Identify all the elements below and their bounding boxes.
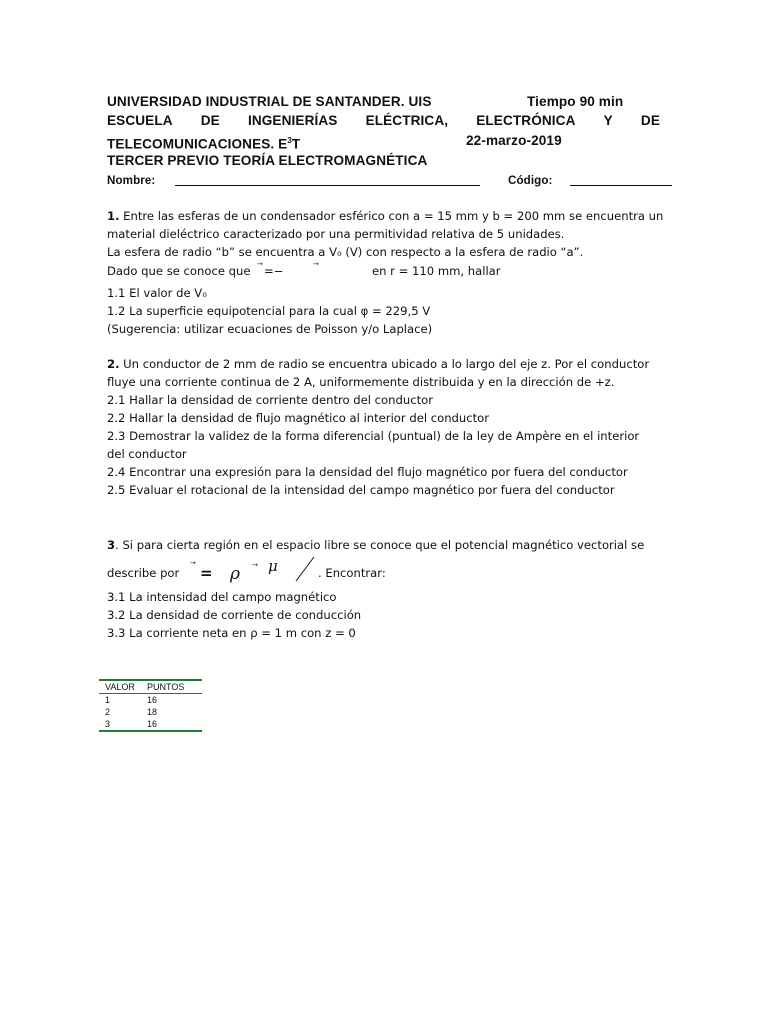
q3-item: 3.2 La densidad de corriente de conducción bbox=[107, 608, 362, 622]
q1-line-3: La esfera de radio “b” se encuentra a V₀ (V) con respecto a la esfera de radio “a”. bbox=[107, 245, 584, 259]
table-row bbox=[99, 718, 202, 731]
vector-arrow-icon: → bbox=[257, 260, 263, 268]
points-cell: 16 bbox=[147, 719, 158, 729]
exam-date: 22-marzo-2019 bbox=[466, 133, 562, 148]
q2-item: 2.1 Hallar la densidad de corriente dentro del conductor bbox=[107, 393, 433, 407]
q2-item: 2.4 Encontrar una expresión para la densidad del flujo magnético por fuera del conductor bbox=[107, 465, 628, 479]
school-name-cont: TELECOMUNICACIONES. E bbox=[107, 136, 288, 152]
name-input-line[interactable] bbox=[175, 185, 480, 186]
points-cell: 18 bbox=[147, 707, 158, 717]
code-input-line[interactable] bbox=[570, 185, 672, 186]
column-header-puntos: PUNTOS bbox=[147, 682, 185, 692]
q1-item: (Sugerencia: utilizar ecuaciones de Poisson y/o Laplace) bbox=[107, 322, 433, 336]
question-number-cell: 2 bbox=[105, 707, 111, 717]
exam-title: TERCER PREVIO TEORÍA ELECTROMAGNÉTICA bbox=[107, 153, 428, 168]
school-word: INGENIERÍAS bbox=[247, 113, 338, 128]
q2-line-1 bbox=[107, 357, 649, 372]
q1-equation: =− bbox=[264, 264, 284, 278]
table-row bbox=[99, 694, 202, 707]
name-label: Nombre: bbox=[107, 174, 156, 187]
q2-text-1: Un conductor de 2 mm de radio se encuentra ubicado a lo largo del eje z. Por el conductor bbox=[123, 357, 650, 371]
q2-item: 2.5 Evaluar el rotacional de la intensidad del campo magnético por fuera del conductor bbox=[107, 483, 615, 497]
school-word: ELECTRÓNICA bbox=[476, 113, 576, 128]
q1-line-2: material dieléctrico caracterizado por una permitividad relativa de 5 unidades. bbox=[107, 227, 565, 241]
school-word: Y bbox=[603, 113, 613, 128]
q3-line-1 bbox=[107, 538, 644, 553]
school-line bbox=[107, 113, 660, 129]
q3-equals: = bbox=[200, 564, 213, 582]
school-t: T bbox=[291, 136, 301, 152]
vector-arrow-icon: → bbox=[252, 561, 258, 569]
school-superscript: 3 bbox=[287, 136, 292, 145]
column-header-valor: VALOR bbox=[105, 682, 135, 692]
q2-number: 2. bbox=[107, 357, 120, 371]
school-word: DE bbox=[200, 113, 220, 128]
exam-duration: Tiempo 90 min bbox=[527, 94, 624, 109]
fraction-slash-icon bbox=[292, 555, 316, 583]
q3-rho: ρ bbox=[230, 564, 240, 584]
vector-arrow-icon: → bbox=[313, 260, 319, 268]
question-number-cell: 1 bbox=[105, 695, 111, 705]
q1-item: 1.1 El valor de V₀ bbox=[107, 286, 207, 300]
q1-item: 1.2 La superficie equipotencial para la cual φ = 229,5 V bbox=[107, 304, 431, 318]
q1-text-1: Entre las esferas de un condensador esférico con a = 15 mm y b = 200 mm se encuentra un bbox=[123, 209, 664, 223]
points-table-header bbox=[99, 680, 202, 694]
q3-item: 3.3 La corriente neta en ρ = 1 m con z = 0 bbox=[107, 626, 356, 640]
school-line-cont bbox=[107, 133, 300, 153]
vector-arrow-icon: → bbox=[190, 559, 196, 567]
q1-line-4-cont: en r = 110 mm, hallar bbox=[372, 264, 501, 278]
q1-number: 1. bbox=[107, 209, 120, 223]
points-table bbox=[99, 679, 202, 732]
q2-item: 2.3 Demostrar la validez de la forma diferencial (puntual) de la ley de Ampère en el interior bbox=[107, 429, 640, 443]
q2-item: del conductor bbox=[107, 447, 187, 461]
university-title: UNIVERSIDAD INDUSTRIAL DE SANTANDER. UIS bbox=[107, 94, 432, 109]
question-number-cell: 3 bbox=[105, 719, 111, 729]
q3-line-2-cont: . Encontrar: bbox=[318, 566, 386, 580]
school-word: ESCUELA bbox=[107, 113, 173, 128]
q3-mu: μ bbox=[268, 557, 278, 575]
table-row bbox=[99, 706, 202, 718]
q1-line-1 bbox=[107, 209, 663, 224]
school-word: ELÉCTRICA, bbox=[365, 113, 449, 128]
school-word: DE bbox=[640, 113, 660, 128]
q2-line-2: fluye una corriente continua de 2 A, uniformemente distribuida y en la dirección de +z. bbox=[107, 375, 615, 389]
q2-item: 2.2 Hallar la densidad de flujo magnético al interior del conductor bbox=[107, 411, 490, 425]
points-cell: 16 bbox=[147, 695, 158, 705]
q3-item: 3.1 La intensidad del campo magnético bbox=[107, 590, 337, 604]
q3-number: 3 bbox=[107, 538, 116, 552]
q1-line-4: Dado que se conoce que bbox=[107, 264, 251, 278]
code-label: Código: bbox=[508, 174, 553, 187]
q3-text-1: . Si para cierta región en el espacio libre se conoce que el potencial magnético vectorial se bbox=[115, 538, 645, 552]
q3-line-2: describe por bbox=[107, 566, 180, 580]
